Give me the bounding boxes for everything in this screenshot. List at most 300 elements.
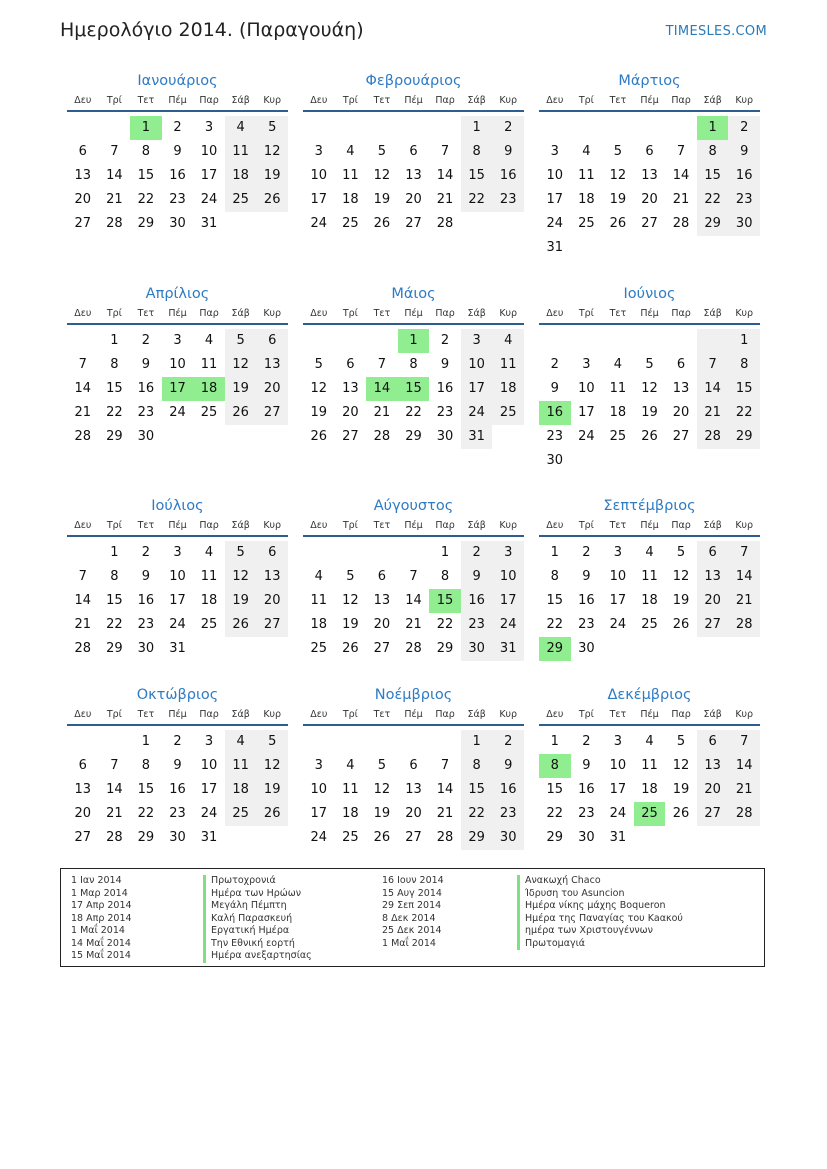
- day-cell[interactable]: 25: [342, 216, 359, 231]
- day-cell[interactable]: 14: [436, 782, 454, 797]
- day-cell[interactable]: 28: [106, 830, 123, 845]
- day-cell[interactable]: 30: [169, 216, 186, 231]
- day-cell[interactable]: 25: [200, 405, 218, 420]
- day-cell[interactable]: 28: [436, 830, 454, 845]
- day-cell[interactable]: 13: [641, 168, 658, 183]
- day-cell[interactable]: 13: [373, 593, 391, 608]
- day-cell[interactable]: 27: [672, 429, 690, 444]
- day-cell[interactable]: 14: [405, 593, 422, 608]
- day-cell[interactable]: 14: [672, 168, 690, 183]
- day-cell[interactable]: 18: [641, 782, 658, 797]
- day-cell[interactable]: 15: [728, 377, 760, 401]
- day-cell[interactable]: 30: [728, 212, 760, 236]
- day-cell[interactable]: 1: [398, 329, 430, 353]
- day-cell[interactable]: 14: [697, 377, 729, 401]
- day-cell[interactable]: 19: [310, 405, 328, 420]
- day-cell[interactable]: 23: [578, 617, 595, 632]
- day-cell[interactable]: 30: [578, 641, 595, 656]
- day-cell[interactable]: 6: [409, 758, 418, 773]
- day-cell[interactable]: 15: [546, 782, 564, 797]
- day-cell[interactable]: 25: [225, 188, 257, 212]
- day-cell[interactable]: 20: [697, 589, 729, 613]
- day-cell[interactable]: 15: [461, 164, 493, 188]
- day-cell[interactable]: 1: [461, 116, 493, 140]
- day-cell[interactable]: 22: [137, 806, 155, 821]
- day-cell[interactable]: 15: [429, 589, 461, 613]
- day-cell[interactable]: 23: [492, 188, 524, 212]
- day-cell[interactable]: 16: [539, 401, 571, 425]
- day-cell[interactable]: 30: [137, 641, 155, 656]
- day-cell[interactable]: 22: [461, 802, 493, 826]
- day-cell[interactable]: 19: [672, 782, 690, 797]
- day-cell[interactable]: 15: [697, 164, 729, 188]
- day-cell[interactable]: 9: [582, 758, 591, 773]
- day-cell[interactable]: 25: [225, 802, 257, 826]
- day-cell[interactable]: 13: [256, 353, 288, 377]
- day-cell[interactable]: 27: [697, 613, 729, 637]
- day-cell[interactable]: 21: [74, 617, 92, 632]
- day-cell[interactable]: 29: [405, 429, 422, 444]
- day-cell[interactable]: 9: [461, 565, 493, 589]
- day-cell[interactable]: 9: [173, 758, 182, 773]
- day-cell[interactable]: 21: [697, 401, 729, 425]
- day-cell[interactable]: 4: [346, 144, 355, 159]
- day-cell[interactable]: 15: [546, 593, 564, 608]
- day-cell[interactable]: 28: [728, 802, 760, 826]
- day-cell[interactable]: 14: [366, 377, 398, 401]
- day-cell[interactable]: 19: [342, 617, 359, 632]
- day-cell[interactable]: 5: [645, 357, 654, 372]
- day-cell[interactable]: 19: [256, 778, 288, 802]
- day-cell[interactable]: 12: [256, 140, 288, 164]
- day-cell[interactable]: 20: [74, 192, 92, 207]
- day-cell[interactable]: 9: [440, 357, 450, 372]
- day-cell[interactable]: 23: [436, 405, 454, 420]
- day-cell[interactable]: 21: [106, 806, 123, 821]
- day-cell[interactable]: 11: [200, 569, 218, 584]
- day-cell[interactable]: 23: [578, 806, 595, 821]
- day-cell[interactable]: 4: [204, 545, 214, 560]
- day-cell[interactable]: 22: [728, 401, 760, 425]
- day-cell[interactable]: 23: [137, 617, 155, 632]
- day-cell[interactable]: 12: [672, 758, 690, 773]
- day-cell[interactable]: 1: [130, 116, 162, 140]
- day-cell[interactable]: 31: [200, 830, 218, 845]
- day-cell[interactable]: 8: [461, 754, 493, 778]
- day-cell[interactable]: 20: [373, 617, 391, 632]
- day-cell[interactable]: 23: [546, 429, 564, 444]
- day-cell[interactable]: 12: [225, 353, 257, 377]
- day-cell[interactable]: 4: [346, 758, 355, 773]
- day-cell[interactable]: 2: [582, 545, 591, 560]
- day-cell[interactable]: 5: [256, 116, 288, 140]
- day-cell[interactable]: 26: [373, 216, 391, 231]
- day-cell[interactable]: 5: [314, 357, 323, 372]
- day-cell[interactable]: 4: [314, 569, 323, 584]
- day-cell[interactable]: 15: [106, 381, 123, 396]
- day-cell[interactable]: 28: [74, 641, 92, 656]
- day-cell[interactable]: 8: [440, 569, 450, 584]
- day-cell[interactable]: 26: [256, 188, 288, 212]
- day-cell[interactable]: 2: [173, 120, 182, 135]
- day-cell[interactable]: 19: [225, 589, 257, 613]
- day-cell[interactable]: 25: [578, 216, 595, 231]
- day-cell[interactable]: 26: [256, 802, 288, 826]
- day-cell[interactable]: 1: [110, 333, 119, 348]
- day-cell[interactable]: 17: [578, 405, 595, 420]
- day-cell[interactable]: 18: [578, 192, 595, 207]
- day-cell[interactable]: 12: [373, 168, 391, 183]
- day-cell[interactable]: 12: [672, 569, 690, 584]
- day-cell[interactable]: 13: [342, 381, 359, 396]
- day-cell[interactable]: 6: [676, 357, 686, 372]
- day-cell[interactable]: 7: [440, 758, 450, 773]
- day-cell[interactable]: 11: [492, 353, 524, 377]
- day-cell[interactable]: 7: [728, 541, 760, 565]
- day-cell[interactable]: 28: [728, 613, 760, 637]
- day-cell[interactable]: 24: [546, 216, 564, 231]
- day-cell[interactable]: 25: [492, 401, 524, 425]
- day-cell[interactable]: 17: [546, 192, 564, 207]
- day-cell[interactable]: 19: [672, 593, 690, 608]
- day-cell[interactable]: 9: [492, 754, 524, 778]
- day-cell[interactable]: 11: [310, 593, 328, 608]
- day-cell[interactable]: 28: [436, 216, 454, 231]
- day-cell[interactable]: 30: [546, 453, 564, 468]
- day-cell[interactable]: 28: [74, 429, 92, 444]
- day-cell[interactable]: 17: [200, 782, 218, 797]
- day-cell[interactable]: 20: [256, 589, 288, 613]
- day-cell[interactable]: 27: [74, 830, 92, 845]
- day-cell[interactable]: 2: [550, 357, 559, 372]
- day-cell[interactable]: 24: [578, 429, 595, 444]
- day-cell[interactable]: 21: [728, 589, 760, 613]
- day-cell[interactable]: 24: [609, 806, 627, 821]
- day-cell[interactable]: 11: [578, 168, 595, 183]
- day-cell[interactable]: 28: [405, 641, 422, 656]
- day-cell[interactable]: 10: [200, 758, 218, 773]
- day-cell[interactable]: 11: [609, 381, 627, 396]
- day-cell[interactable]: 1: [141, 734, 151, 749]
- day-cell[interactable]: 5: [377, 758, 387, 773]
- day-cell[interactable]: 6: [697, 541, 729, 565]
- day-cell[interactable]: 11: [641, 569, 658, 584]
- day-cell[interactable]: 23: [137, 405, 155, 420]
- day-cell[interactable]: 18: [492, 377, 524, 401]
- day-cell[interactable]: 2: [582, 734, 591, 749]
- day-cell[interactable]: 16: [492, 778, 524, 802]
- day-cell[interactable]: 20: [641, 192, 658, 207]
- day-cell[interactable]: 26: [310, 429, 328, 444]
- day-cell[interactable]: 11: [225, 140, 257, 164]
- day-cell[interactable]: 3: [173, 333, 182, 348]
- day-cell[interactable]: 12: [373, 782, 391, 797]
- day-cell[interactable]: 11: [225, 754, 257, 778]
- day-cell[interactable]: 17: [609, 782, 627, 797]
- brand-link[interactable]: TIMESLES.COM: [665, 24, 767, 39]
- day-cell[interactable]: 8: [550, 569, 559, 584]
- day-cell[interactable]: 25: [641, 617, 658, 632]
- day-cell[interactable]: 4: [645, 545, 654, 560]
- day-cell[interactable]: 18: [342, 806, 359, 821]
- day-cell[interactable]: 1: [728, 329, 760, 353]
- day-cell[interactable]: 14: [106, 782, 123, 797]
- day-cell[interactable]: 11: [200, 357, 218, 372]
- day-cell[interactable]: 2: [440, 333, 450, 348]
- day-cell[interactable]: 3: [461, 329, 493, 353]
- day-cell[interactable]: 13: [697, 754, 729, 778]
- day-cell[interactable]: 8: [409, 357, 418, 372]
- day-cell[interactable]: 19: [609, 192, 627, 207]
- day-cell[interactable]: 22: [106, 405, 123, 420]
- day-cell[interactable]: 8: [697, 140, 729, 164]
- day-cell[interactable]: 20: [342, 405, 359, 420]
- day-cell[interactable]: 22: [106, 617, 123, 632]
- day-cell[interactable]: 14: [436, 168, 454, 183]
- day-cell[interactable]: 23: [169, 806, 186, 821]
- day-cell[interactable]: 15: [106, 593, 123, 608]
- day-cell[interactable]: 5: [676, 734, 686, 749]
- day-cell[interactable]: 13: [74, 782, 92, 797]
- day-cell[interactable]: 10: [578, 381, 595, 396]
- day-cell[interactable]: 18: [342, 192, 359, 207]
- day-cell[interactable]: 7: [697, 353, 729, 377]
- day-cell[interactable]: 20: [672, 405, 690, 420]
- day-cell[interactable]: 27: [697, 802, 729, 826]
- day-cell[interactable]: 19: [373, 806, 391, 821]
- day-cell[interactable]: 15: [461, 778, 493, 802]
- day-cell[interactable]: 5: [676, 545, 686, 560]
- day-cell[interactable]: 26: [672, 617, 690, 632]
- day-cell[interactable]: 16: [461, 589, 493, 613]
- day-cell[interactable]: 23: [728, 188, 760, 212]
- day-cell[interactable]: 13: [405, 168, 422, 183]
- day-cell[interactable]: 10: [546, 168, 564, 183]
- day-cell[interactable]: 10: [310, 782, 328, 797]
- day-cell[interactable]: 18: [225, 164, 257, 188]
- day-cell[interactable]: 1: [461, 730, 493, 754]
- day-cell[interactable]: 6: [78, 144, 87, 159]
- day-cell[interactable]: 6: [697, 730, 729, 754]
- day-cell[interactable]: 1: [697, 116, 729, 140]
- day-cell[interactable]: 18: [200, 593, 218, 608]
- day-cell[interactable]: 19: [373, 192, 391, 207]
- day-cell[interactable]: 18: [193, 377, 225, 401]
- day-cell[interactable]: 3: [492, 541, 524, 565]
- day-cell[interactable]: 14: [728, 754, 760, 778]
- day-cell[interactable]: 3: [314, 144, 323, 159]
- day-cell[interactable]: 24: [169, 617, 186, 632]
- day-cell[interactable]: 16: [137, 593, 155, 608]
- day-cell[interactable]: 22: [405, 405, 422, 420]
- day-cell[interactable]: 5: [225, 329, 257, 353]
- day-cell[interactable]: 12: [342, 593, 359, 608]
- day-cell[interactable]: 26: [373, 830, 391, 845]
- day-cell[interactable]: 24: [492, 613, 524, 637]
- day-cell[interactable]: 5: [377, 144, 387, 159]
- day-cell[interactable]: 8: [141, 144, 151, 159]
- day-cell[interactable]: 10: [200, 144, 218, 159]
- day-cell[interactable]: 10: [609, 569, 627, 584]
- day-cell[interactable]: 10: [492, 565, 524, 589]
- day-cell[interactable]: 15: [137, 782, 155, 797]
- day-cell[interactable]: 31: [546, 240, 564, 255]
- day-cell[interactable]: 29: [106, 429, 123, 444]
- day-cell[interactable]: 22: [697, 188, 729, 212]
- day-cell[interactable]: 17: [461, 377, 493, 401]
- day-cell[interactable]: 30: [461, 637, 493, 661]
- day-cell[interactable]: 26: [641, 429, 658, 444]
- day-cell[interactable]: 28: [672, 216, 690, 231]
- day-cell[interactable]: 8: [539, 754, 571, 778]
- day-cell[interactable]: 29: [546, 830, 564, 845]
- day-cell[interactable]: 16: [492, 164, 524, 188]
- day-cell[interactable]: 29: [728, 425, 760, 449]
- day-cell[interactable]: 29: [137, 830, 155, 845]
- day-cell[interactable]: 21: [405, 617, 422, 632]
- day-cell[interactable]: 17: [200, 168, 218, 183]
- day-cell[interactable]: 2: [173, 734, 182, 749]
- day-cell[interactable]: 6: [78, 758, 87, 773]
- day-cell[interactable]: 8: [110, 357, 119, 372]
- day-cell[interactable]: 26: [672, 806, 690, 821]
- day-cell[interactable]: 6: [346, 357, 355, 372]
- day-cell[interactable]: 5: [346, 569, 355, 584]
- day-cell[interactable]: 14: [74, 593, 92, 608]
- day-cell[interactable]: 10: [461, 353, 493, 377]
- day-cell[interactable]: 30: [578, 830, 595, 845]
- day-cell[interactable]: 21: [436, 192, 454, 207]
- day-cell[interactable]: 23: [169, 192, 186, 207]
- day-cell[interactable]: 24: [200, 806, 218, 821]
- day-cell[interactable]: 18: [225, 778, 257, 802]
- day-cell[interactable]: 7: [728, 730, 760, 754]
- day-cell[interactable]: 24: [200, 192, 218, 207]
- day-cell[interactable]: 14: [74, 381, 92, 396]
- day-cell[interactable]: 5: [613, 144, 623, 159]
- day-cell[interactable]: 3: [314, 758, 323, 773]
- day-cell[interactable]: 20: [697, 778, 729, 802]
- day-cell[interactable]: 3: [550, 144, 559, 159]
- day-cell[interactable]: 26: [609, 216, 627, 231]
- day-cell[interactable]: 20: [256, 377, 288, 401]
- day-cell[interactable]: 26: [342, 641, 359, 656]
- day-cell[interactable]: 6: [409, 144, 418, 159]
- day-cell[interactable]: 4: [613, 357, 623, 372]
- day-cell[interactable]: 3: [582, 357, 591, 372]
- day-cell[interactable]: 12: [609, 168, 627, 183]
- day-cell[interactable]: 7: [78, 569, 87, 584]
- day-cell[interactable]: 22: [461, 188, 493, 212]
- day-cell[interactable]: 4: [492, 329, 524, 353]
- day-cell[interactable]: 4: [225, 730, 257, 754]
- day-cell[interactable]: 27: [256, 613, 288, 637]
- day-cell[interactable]: 8: [141, 758, 151, 773]
- day-cell[interactable]: 11: [641, 758, 658, 773]
- day-cell[interactable]: 27: [342, 429, 359, 444]
- day-cell[interactable]: 24: [169, 405, 186, 420]
- day-cell[interactable]: 9: [141, 569, 151, 584]
- day-cell[interactable]: 25: [634, 802, 666, 826]
- day-cell[interactable]: 30: [137, 429, 155, 444]
- day-cell[interactable]: 27: [405, 216, 422, 231]
- day-cell[interactable]: 7: [377, 357, 387, 372]
- day-cell[interactable]: 31: [461, 425, 493, 449]
- day-cell[interactable]: 16: [169, 168, 186, 183]
- day-cell[interactable]: 30: [492, 826, 524, 850]
- day-cell[interactable]: 14: [728, 565, 760, 589]
- day-cell[interactable]: 5: [256, 730, 288, 754]
- day-cell[interactable]: 26: [225, 613, 257, 637]
- day-cell[interactable]: 22: [436, 617, 454, 632]
- day-cell[interactable]: 7: [409, 569, 418, 584]
- day-cell[interactable]: 20: [405, 806, 422, 821]
- day-cell[interactable]: 21: [106, 192, 123, 207]
- day-cell[interactable]: 10: [310, 168, 328, 183]
- day-cell[interactable]: 31: [609, 830, 627, 845]
- day-cell[interactable]: 3: [204, 120, 214, 135]
- day-cell[interactable]: 13: [256, 565, 288, 589]
- day-cell[interactable]: 8: [461, 140, 493, 164]
- day-cell[interactable]: 1: [550, 545, 559, 560]
- day-cell[interactable]: 1: [440, 545, 450, 560]
- day-cell[interactable]: 22: [137, 192, 155, 207]
- day-cell[interactable]: 21: [672, 192, 690, 207]
- day-cell[interactable]: 22: [546, 617, 564, 632]
- day-cell[interactable]: 9: [492, 140, 524, 164]
- day-cell[interactable]: 30: [169, 830, 186, 845]
- day-cell[interactable]: 6: [256, 541, 288, 565]
- day-cell[interactable]: 9: [728, 140, 760, 164]
- day-cell[interactable]: 9: [550, 381, 559, 396]
- day-cell[interactable]: 23: [461, 613, 493, 637]
- day-cell[interactable]: 2: [492, 116, 524, 140]
- day-cell[interactable]: 29: [539, 637, 571, 661]
- day-cell[interactable]: 6: [377, 569, 387, 584]
- day-cell[interactable]: 16: [578, 593, 595, 608]
- day-cell[interactable]: 4: [204, 333, 214, 348]
- day-cell[interactable]: 2: [728, 116, 760, 140]
- day-cell[interactable]: 7: [676, 144, 686, 159]
- day-cell[interactable]: 12: [641, 381, 658, 396]
- day-cell[interactable]: 13: [697, 565, 729, 589]
- day-cell[interactable]: 11: [342, 168, 359, 183]
- day-cell[interactable]: 24: [310, 216, 328, 231]
- day-cell[interactable]: 28: [373, 429, 391, 444]
- day-cell[interactable]: 15: [398, 377, 430, 401]
- day-cell[interactable]: 16: [169, 782, 186, 797]
- day-cell[interactable]: 13: [74, 168, 92, 183]
- day-cell[interactable]: 29: [697, 212, 729, 236]
- day-cell[interactable]: 10: [169, 357, 186, 372]
- day-cell[interactable]: 11: [342, 782, 359, 797]
- day-cell[interactable]: 19: [225, 377, 257, 401]
- day-cell[interactable]: 16: [578, 782, 595, 797]
- day-cell[interactable]: 9: [173, 144, 182, 159]
- day-cell[interactable]: 27: [74, 216, 92, 231]
- day-cell[interactable]: 1: [550, 734, 559, 749]
- day-cell[interactable]: 7: [110, 144, 119, 159]
- day-cell[interactable]: 15: [137, 168, 155, 183]
- day-cell[interactable]: 27: [641, 216, 658, 231]
- day-cell[interactable]: 9: [141, 357, 151, 372]
- day-cell[interactable]: 2: [492, 730, 524, 754]
- day-cell[interactable]: 31: [200, 216, 218, 231]
- day-cell[interactable]: 13: [672, 381, 690, 396]
- day-cell[interactable]: 21: [74, 405, 92, 420]
- day-cell[interactable]: 16: [436, 381, 454, 396]
- day-cell[interactable]: 17: [609, 593, 627, 608]
